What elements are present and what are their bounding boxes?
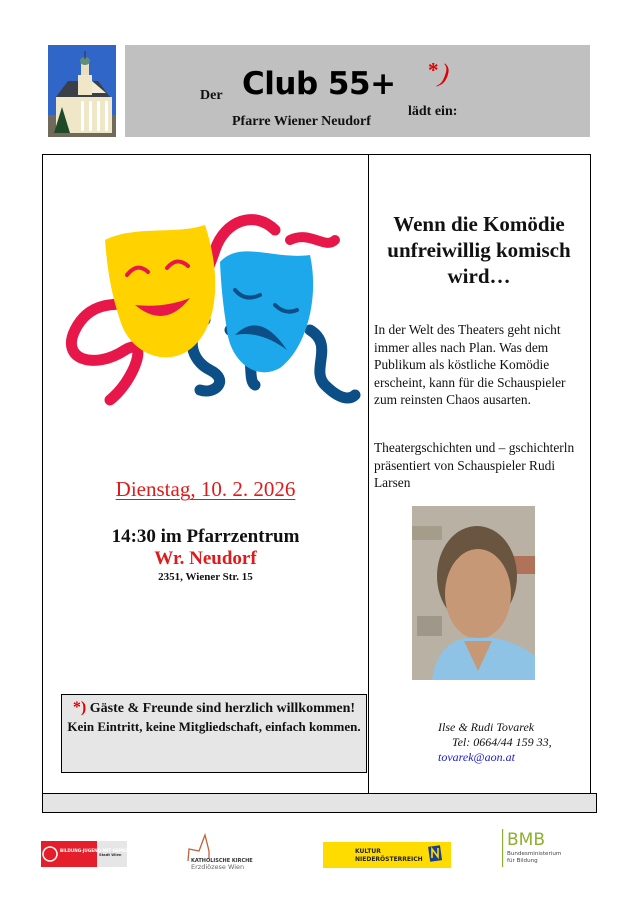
column-divider [368, 154, 369, 794]
club-title: Club 55+ [242, 66, 396, 102]
contact-block [390, 720, 590, 765]
article-intro: In der Welt des Theaters geht nicht immer alles nach Plan. Was dem Publikum als köstliche Komödie erscheint, kann für die Schauspieler zum reinsten Chaos ausarten. [374, 322, 566, 407]
logo-bmb-mark: BMB [507, 830, 545, 850]
guest-notice [61, 694, 367, 773]
kultur-noe-logo [323, 842, 451, 868]
contact-phone: Tel: 0664/44 159 33, [452, 735, 552, 749]
parish-name: Pfarre Wiener Neudorf [232, 114, 371, 129]
footnote-paren: ) [437, 57, 452, 89]
logo-bmb-line2: für Bildung [507, 858, 538, 864]
katholische-kirche-logo [185, 831, 257, 871]
bildung-jugend-logo [41, 841, 152, 867]
article-program: Theatergschichten und – gschichterln präsentiert von Schauspieler Rudi Larsen [374, 440, 575, 490]
invites-text: lädt ein: [408, 104, 458, 119]
logo-kirche-line2: Erzdiözese Wien [191, 863, 245, 871]
asterisk-mark: *) [72, 699, 87, 716]
contact-email-link[interactable]: tovarek@aon.at [438, 750, 515, 764]
asterisk-mark: * [428, 58, 439, 82]
article-headline: Wenn die Komödie unfreiwillig komisch wird… [387, 212, 571, 288]
bmb-logo [500, 829, 580, 869]
logo-bildung-side: Stadt Wien [99, 853, 122, 857]
footer-bar [42, 793, 597, 813]
church-photo [48, 45, 116, 137]
logo-kirche-line1: KATHOLISCHE KIRCHE [191, 858, 253, 864]
header-der: Der [200, 88, 223, 103]
theater-masks-icon [55, 210, 355, 415]
event-town: Wr. Neudorf [154, 548, 257, 569]
event-time-place: 14:30 im Pfarrzentrum [111, 526, 300, 547]
logo-kultur-line1: KULTUR [355, 848, 381, 855]
event-date: Dienstag, 10. 2. 2026 [115, 477, 296, 501]
performer-photo [412, 506, 535, 680]
contact-name: Ilse & Rudi Tovarek [438, 720, 535, 734]
logo-bmb-line1: Bundesministerium [507, 851, 562, 857]
logo-kultur-line2: NIEDERÖSTERREICH [355, 856, 423, 863]
logo-bildung-text: BILDUNG·JUGEND MIT GEMEINDE WIEN [60, 848, 152, 853]
event-address: 2351, Wiener Str. 15 [158, 571, 253, 583]
notice-line-free: Kein Eintritt, keine Mitgliedschaft, einfach kommen. [67, 719, 361, 734]
notice-line-welcome: Gäste & Freunde sind herzlich willkommen! [89, 701, 356, 716]
